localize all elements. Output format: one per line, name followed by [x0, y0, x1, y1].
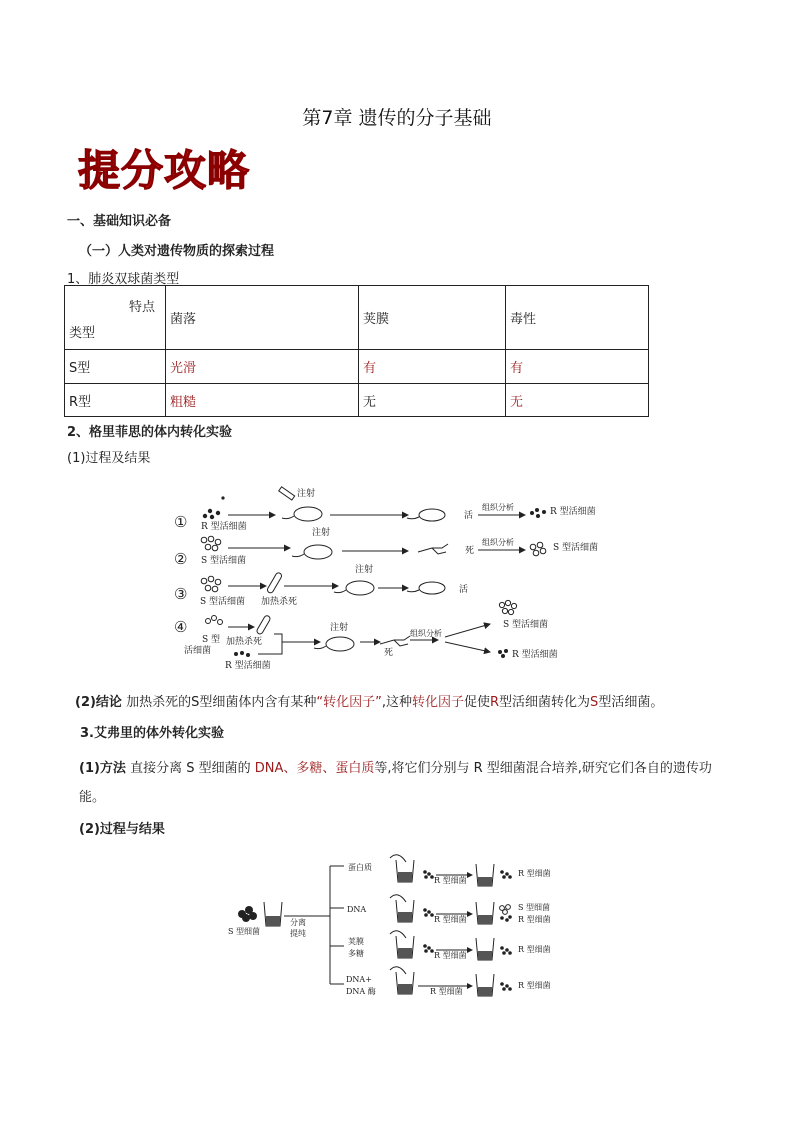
mouse-alive-icon	[407, 509, 445, 521]
label-dna: DNA	[347, 905, 367, 914]
subsection-heading: （一）人类对遗传物质的探索过程	[79, 244, 275, 259]
label-r-live: R 型活细菌	[225, 661, 271, 671]
page-title: 第7章 遗传的分子基础	[302, 107, 492, 129]
bacteria-dots-icon	[203, 496, 225, 519]
bacteria-dots-icon	[234, 651, 250, 657]
mouse-dead-icon	[418, 544, 448, 554]
bacteria-dots-icon	[500, 946, 512, 955]
label-protein: 蛋白质	[348, 863, 372, 872]
label-tissue-analysis: 组织分析	[410, 629, 442, 638]
method-text: 等,将它们分别与 R 型细菌混合培养,研究它们各自的遗传功能。	[79, 761, 712, 805]
cell-capsule: 无	[359, 384, 506, 417]
griffith-experiment-diagram	[170, 482, 620, 674]
beaker-icon	[476, 974, 494, 996]
bacteria-dots-icon	[500, 870, 512, 879]
bacteria-dots-icon	[201, 536, 221, 551]
section-heading: 一、基础知识必备	[67, 214, 172, 229]
label-dna-plus: DNA+	[346, 975, 372, 984]
label-r-bacteria: R 型细菌	[518, 981, 551, 990]
table-row	[65, 350, 649, 384]
table-header-row	[65, 286, 649, 350]
label-s-bacteria-result: S 型细菌	[518, 903, 551, 912]
conclusion-text: 型活细菌转化为	[499, 695, 591, 710]
label-s-live: S 型活细菌	[201, 556, 247, 566]
mouse-alive-icon	[407, 582, 445, 594]
label-r-bacteria: R 型细菌	[434, 915, 467, 924]
test-tube-icon	[266, 572, 282, 594]
label-r-bacteria: R 型细菌	[430, 987, 463, 996]
table-corner-cell	[65, 286, 166, 350]
label-s-result: S 型活细菌	[503, 620, 549, 630]
cell-colony: 粗糙	[166, 384, 359, 417]
label-s-bacteria: S 型细菌	[228, 927, 261, 936]
bacteria-dots-icon	[498, 649, 508, 658]
test-tube-icon	[256, 615, 271, 635]
label-dnase: DNA 酶	[346, 987, 376, 996]
label-capsule: 荚膜	[348, 937, 364, 946]
step-number: ③	[174, 585, 188, 603]
label-polysaccharide: 多糖	[348, 949, 364, 958]
label-tissue-analysis: 组织分析	[482, 538, 514, 547]
table-row	[65, 384, 649, 417]
bacteria-dots-icon	[530, 542, 546, 556]
label-dead: 死	[465, 546, 475, 556]
label-r-bacteria: R 型细菌	[434, 951, 467, 960]
mouse-icon	[314, 637, 354, 651]
label-s-result: S 型活细菌	[553, 543, 599, 553]
bacteria-types-table	[64, 285, 649, 417]
mouse-icon	[334, 581, 374, 595]
item-heading-avery: 3.艾弗里的体外转化实验	[80, 726, 224, 741]
label-r-bacteria: R 型细菌	[518, 915, 551, 924]
corner-label-feature: 特点	[128, 300, 155, 315]
method-text: 直接分离 S 型细菌的	[125, 761, 255, 776]
cell-capsule: 有	[359, 350, 506, 384]
label-s-live: S 型活细菌	[200, 597, 246, 607]
header-capsule: 荚膜	[359, 286, 506, 350]
label-r-bacteria: R 型细菌	[518, 945, 551, 954]
avery-experiment-diagram	[222, 852, 567, 1002]
conclusion-text: 促使	[463, 695, 490, 710]
step-number: ①	[174, 513, 188, 531]
bacteria-dots-icon	[499, 600, 516, 614]
label-r-live: R 型活细菌	[201, 522, 247, 532]
corner-label-type: 类型	[69, 326, 96, 341]
label-dead: 死	[384, 648, 394, 658]
logo-text: 提分攻略	[78, 146, 251, 195]
label-alive: 活	[459, 585, 469, 595]
item-heading-bacteria-types: 1、肺炎双球菌类型	[67, 272, 180, 287]
conclusion-highlight: R	[489, 695, 500, 710]
bacteria-dots-icon	[423, 908, 434, 917]
conclusion-text: 加热杀死的S型细菌体内含有某种	[121, 695, 317, 710]
method-paragraph	[79, 754, 729, 812]
beaker-icon	[264, 902, 282, 926]
beaker-icon	[390, 931, 414, 958]
label-r-result: R 型活细菌	[550, 507, 596, 517]
item-subheading-process: (1)过程及结果	[67, 451, 151, 466]
bacteria-dots-icon	[201, 576, 221, 592]
mouse-icon	[282, 507, 322, 521]
beaker-icon	[476, 864, 494, 886]
beaker-icon	[390, 967, 414, 994]
beaker-icon	[390, 895, 414, 922]
label-s-type: S 型	[202, 635, 221, 645]
label-purify: 提纯	[290, 929, 306, 938]
bacteria-dots-icon	[500, 915, 512, 922]
mouse-icon	[292, 545, 332, 559]
conclusion-label: (2)结论	[75, 695, 122, 710]
bacteria-cluster-icon	[238, 906, 257, 922]
label-heat-kill: 加热杀死	[226, 637, 263, 647]
conclusion-paragraph	[75, 691, 775, 710]
beaker-icon	[476, 902, 494, 924]
cell-colony: 光滑	[166, 350, 359, 384]
conclusion-highlight: S	[590, 695, 599, 710]
label-alive: 活	[464, 511, 474, 521]
label-inject: 注射	[330, 623, 349, 633]
label-heat-kill: 加热杀死	[261, 597, 298, 607]
method-highlight: DNA、多糖、蛋白质	[254, 761, 375, 776]
label-tissue-analysis: 组织分析	[482, 503, 514, 512]
bacteria-dots-icon	[423, 870, 434, 879]
label-r-result: R 型活细菌	[512, 650, 558, 660]
bacteria-dots-icon	[530, 508, 546, 518]
conclusion-highlight: 转化因子	[411, 695, 464, 710]
step-number: ④	[174, 618, 188, 636]
item-heading-griffith: 2、格里菲思的体内转化实验	[67, 425, 233, 440]
cell-toxicity: 有	[506, 350, 649, 384]
step-number: ②	[174, 550, 188, 568]
beaker-icon	[476, 938, 494, 960]
beaker-icon	[390, 855, 414, 882]
cell-type: R型	[65, 384, 166, 417]
label-r-bacteria: R 型细菌	[434, 876, 467, 885]
label-separate: 分离	[290, 918, 306, 927]
label-inject: 注射	[355, 565, 374, 575]
mouse-dead-icon	[380, 636, 410, 646]
bacteria-dots-icon	[206, 616, 223, 625]
cell-type: S型	[65, 350, 166, 384]
bacteria-dots-icon	[423, 944, 434, 953]
label-r-bacteria: R 型细菌	[518, 869, 551, 878]
bacteria-dots-icon	[500, 905, 511, 915]
method-label: (1)方法	[79, 761, 126, 776]
cell-toxicity: 无	[506, 384, 649, 417]
logo-banner	[74, 143, 264, 199]
label-inject: 注射	[297, 489, 316, 499]
logo-graphic	[74, 143, 264, 195]
label-inject: 注射	[312, 528, 331, 538]
conclusion-text: ,这种	[381, 695, 412, 710]
conclusion-text: 型活细菌。	[598, 695, 664, 710]
bacteria-dots-icon	[500, 982, 512, 991]
header-colony: 菌落	[166, 286, 359, 350]
label-live-bacteria: 活细菌	[184, 646, 212, 656]
header-toxicity: 毒性	[506, 286, 649, 350]
syringe-icon	[279, 487, 295, 500]
conclusion-highlight: “转化因子”	[316, 695, 382, 710]
item-subheading-process-results: (2)过程与结果	[79, 822, 165, 837]
